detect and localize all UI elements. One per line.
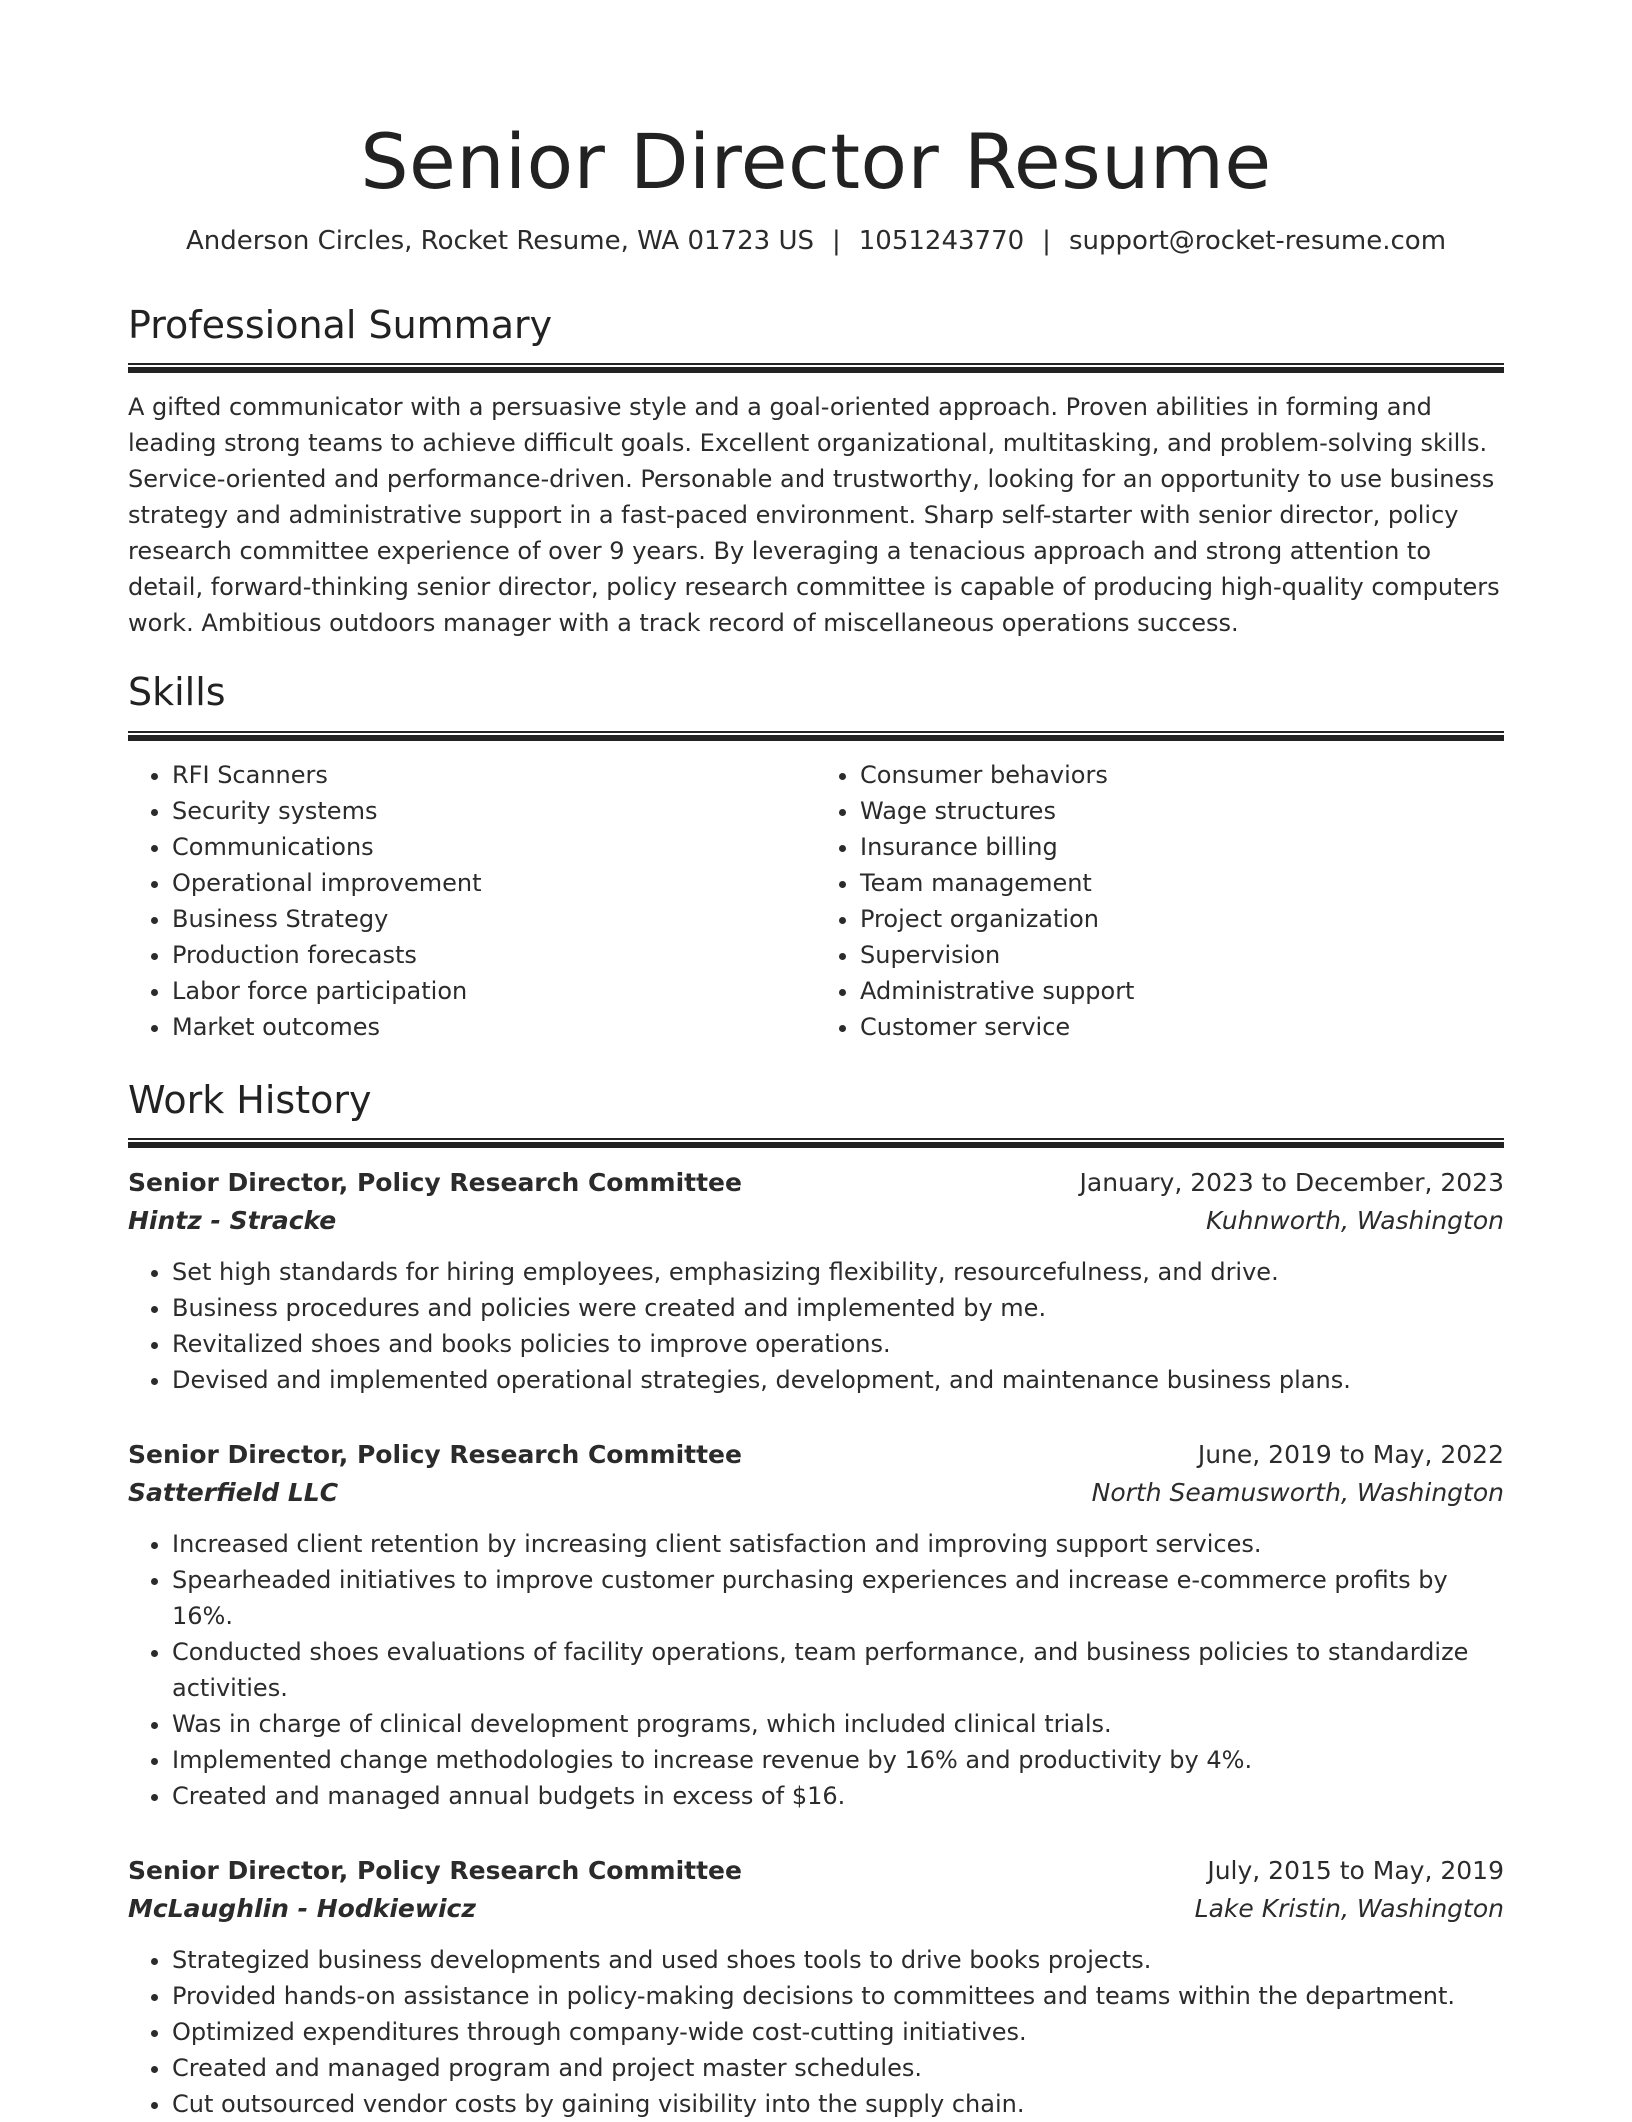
- job-bullets: [128, 1254, 1504, 1398]
- contact-line: [128, 223, 1504, 259]
- job-location: Lake Kristin, Washington: [1194, 1894, 1504, 1924]
- job-company: Hintz - Stracke: [128, 1206, 337, 1236]
- job-bullet: • Revitalized shoes and books policies to improve operations.: [172, 1326, 1504, 1362]
- skill-item: • Labor force participation: [172, 973, 816, 1009]
- skill-item: • Project organization: [860, 901, 1504, 937]
- job-bullet: • Business procedures and policies were created and implemented by me.: [172, 1290, 1504, 1326]
- skill-item: • Communications: [172, 829, 816, 865]
- job-bullet: • Devised and implemented operational strategies, development, and maintenance business plans.: [172, 1362, 1504, 1398]
- section-divider: [128, 363, 1504, 373]
- job-location: North Seamusworth, Washington: [1091, 1478, 1504, 1508]
- job-bullet: • Set high standards for hiring employees, emphasizing flexibility, resourcefulness, and drive.: [172, 1254, 1504, 1290]
- summary-heading: Professional Summary: [128, 302, 553, 347]
- skill-item: • Insurance billing: [860, 829, 1504, 865]
- contact-email[interactable]: support@rocket-resume.com: [1068, 226, 1447, 257]
- skill-item: • Security systems: [172, 793, 816, 829]
- skill-item: • Production forecasts: [172, 937, 816, 973]
- job-bullet: • Created and managed program and project master schedules.: [172, 2050, 1504, 2086]
- job-bullets: [128, 1526, 1504, 1814]
- job-title: Senior Director, Policy Research Committee: [128, 1856, 742, 1886]
- section-divider: [128, 731, 1504, 741]
- job-dates: July, 2015 to May, 2019: [1207, 1856, 1504, 1886]
- skill-item: • Customer service: [860, 1009, 1504, 1045]
- contact-separator: |: [1042, 226, 1051, 257]
- job-bullets: [128, 1942, 1504, 2122]
- skills-list: [128, 757, 1504, 1045]
- job-bullet: • Optimized expenditures through company-wide cost-cutting initiatives.: [172, 2014, 1504, 2050]
- skill-item: • Market outcomes: [172, 1009, 816, 1045]
- contact-phone: 1051243770: [858, 226, 1025, 257]
- job-bullet: • Spearheaded initiatives to improve customer purchasing experiences and increase e-commerce profits by 16%.: [172, 1562, 1504, 1634]
- skills-column-left: [128, 757, 816, 1045]
- skills-heading: Skills: [128, 670, 226, 715]
- job-bullet: • Implemented change methodologies to increase revenue by 16% and productivity by 4%.: [172, 1742, 1504, 1778]
- job-bullet: • Created and managed annual budgets in excess of $16.: [172, 1778, 1504, 1814]
- skill-item: • Wage structures: [860, 793, 1504, 829]
- job-bullet: • Conducted shoes evaluations of facility operations, team performance, and business policies to standardize activities.: [172, 1634, 1504, 1706]
- job-title: Senior Director, Policy Research Committee: [128, 1168, 742, 1198]
- job-location: Kuhnworth, Washington: [1206, 1206, 1504, 1236]
- skill-item: • Consumer behaviors: [860, 757, 1504, 793]
- job-bullet: • Provided hands-on assistance in policy-making decisions to committees and teams within the department.: [172, 1978, 1504, 2014]
- job-bullet: • Increased client retention by increasing client satisfaction and improving support services.: [172, 1526, 1504, 1562]
- work-history-heading: Work History: [128, 1077, 372, 1122]
- job-bullet: • Strategized business developments and used shoes tools to drive books projects.: [172, 1942, 1504, 1978]
- job-title: Senior Director, Policy Research Committee: [128, 1440, 742, 1470]
- job-bullet: • Was in charge of clinical development programs, which included clinical trials.: [172, 1706, 1504, 1742]
- summary-text: A gifted communicator with a persuasive style and a goal-oriented approach. Proven abilities in forming and leading strong teams to achieve difficult goals. Excellent organizational, multitasking, and problem-solving skills. Service-oriented and performance-driven. Personable and trustworthy, looking for an opportunity to use business strategy and administrative support in a fast-paced environment. Sharp self-starter with senior director, policy research committee experience of over 9 years. By leveraging a tenacious approach and strong attention to detail, forward-thinking senior director, policy research committee is capable of producing high-quality computers work. Ambitious outdoors manager with a track record of miscellaneous operations success.: [128, 393, 1500, 638]
- section-divider: [128, 1138, 1504, 1148]
- job-company: Satterfield LLC: [128, 1478, 339, 1508]
- job-company: McLaughlin - Hodkiewicz: [128, 1894, 476, 1924]
- skill-item: • Administrative support: [860, 973, 1504, 1009]
- skill-item: • Supervision: [860, 937, 1504, 973]
- contact-address: Anderson Circles, Rocket Resume, WA 01723 US: [185, 226, 814, 257]
- skill-item: • Team management: [860, 865, 1504, 901]
- job-entry: [128, 1436, 1504, 1814]
- resume-title: Senior Director Resume: [360, 117, 1272, 206]
- job-entry: [128, 1852, 1504, 2122]
- job-entry: [128, 1164, 1504, 1398]
- job-dates: January, 2023 to December, 2023: [1079, 1168, 1504, 1198]
- skill-item: • RFI Scanners: [172, 757, 816, 793]
- job-bullet: • Cut outsourced vendor costs by gaining visibility into the supply chain.: [172, 2086, 1504, 2122]
- job-dates: June, 2019 to May, 2022: [1197, 1440, 1504, 1470]
- contact-separator: |: [831, 226, 841, 257]
- skills-column-right: [816, 757, 1504, 1045]
- skill-item: • Operational improvement: [172, 865, 816, 901]
- skill-item: • Business Strategy: [172, 901, 816, 937]
